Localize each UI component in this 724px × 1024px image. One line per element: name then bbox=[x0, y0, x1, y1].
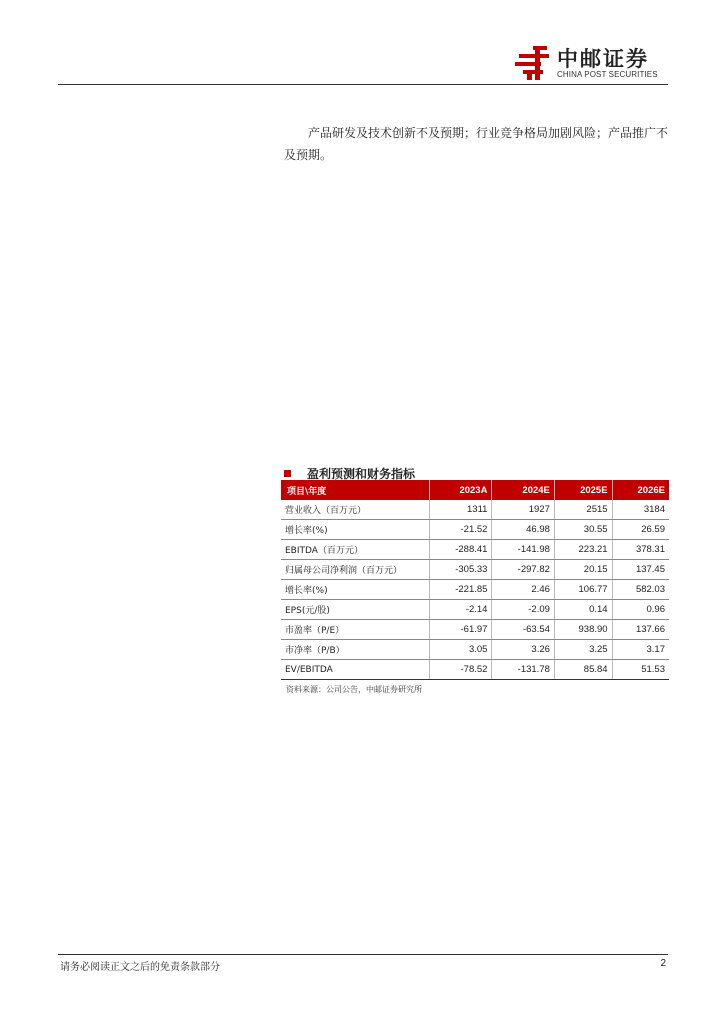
table-cell: 2.46 bbox=[492, 580, 554, 600]
table-row bbox=[281, 580, 669, 600]
table-cell: 26.59 bbox=[612, 520, 669, 540]
table-cell: 营业收入（百万元） bbox=[281, 500, 430, 520]
table-cell: 归属母公司净利润（百万元） bbox=[281, 560, 430, 580]
table-row bbox=[281, 520, 669, 540]
section-bullet-icon bbox=[284, 470, 291, 477]
table-cell: 0.14 bbox=[554, 600, 612, 620]
table-cell: 582.03 bbox=[612, 580, 669, 600]
table-cell: -305.33 bbox=[430, 560, 492, 580]
logo-english-name: CHINA POST SECURITIES bbox=[557, 70, 658, 79]
table-cell: -2.09 bbox=[492, 600, 554, 620]
table-cell: EV/EBITDA bbox=[281, 660, 430, 680]
table-cell: -131.78 bbox=[492, 660, 554, 680]
table-header-row bbox=[281, 480, 669, 500]
table-row bbox=[281, 540, 669, 560]
disclaimer-note: 请务必阅读正文之后的免责条款部分 bbox=[60, 962, 220, 973]
table-cell: 137.66 bbox=[612, 620, 669, 640]
table-cell: EPS(元/股) bbox=[281, 600, 430, 620]
table-cell: 51.53 bbox=[612, 660, 669, 680]
table-row bbox=[281, 600, 669, 620]
table-cell: 30.55 bbox=[554, 520, 612, 540]
table-header-cell: 2026E bbox=[612, 480, 669, 500]
table-cell: 1311 bbox=[430, 500, 492, 520]
table-cell: 市净率（P/B） bbox=[281, 640, 430, 660]
table-row bbox=[281, 620, 669, 640]
table-cell: -221.85 bbox=[430, 580, 492, 600]
table-cell: 106.77 bbox=[554, 580, 612, 600]
table-cell: 增长率(%) bbox=[281, 580, 430, 600]
table-cell: 市盈率（P/E） bbox=[281, 620, 430, 640]
table-cell: 46.98 bbox=[492, 520, 554, 540]
table-row bbox=[281, 560, 669, 580]
table-cell: -61.97 bbox=[430, 620, 492, 640]
table-cell: -141.98 bbox=[492, 540, 554, 560]
table-cell: 3184 bbox=[612, 500, 669, 520]
table-cell: -63.54 bbox=[492, 620, 554, 640]
table-cell: 85.84 bbox=[554, 660, 612, 680]
table-cell: 137.45 bbox=[612, 560, 669, 580]
table-row bbox=[281, 500, 669, 520]
table-header-cell: 2025E bbox=[554, 480, 612, 500]
section-title-text: 盈利预测和财务指标 bbox=[307, 466, 416, 481]
table-cell: EBITDA（百万元） bbox=[281, 540, 430, 560]
table-cell: -288.41 bbox=[430, 540, 492, 560]
table-cell: 223.21 bbox=[554, 540, 612, 560]
table-row bbox=[281, 660, 669, 680]
table-cell: 增长率(%) bbox=[281, 520, 430, 540]
table-cell: 3.17 bbox=[612, 640, 669, 660]
table-cell: -21.52 bbox=[430, 520, 492, 540]
table-cell: 938.90 bbox=[554, 620, 612, 640]
header-divider bbox=[58, 84, 668, 85]
table-header-cell: 2024E bbox=[492, 480, 554, 500]
table-cell: -2.14 bbox=[430, 600, 492, 620]
table-cell: 1927 bbox=[492, 500, 554, 520]
table-cell: 0.96 bbox=[612, 600, 669, 620]
table-header-cell: 2023A bbox=[430, 480, 492, 500]
table-header-cell: 项目\年度 bbox=[281, 480, 430, 500]
table-row bbox=[281, 640, 669, 660]
table-cell: 3.05 bbox=[430, 640, 492, 660]
china-post-logo-icon bbox=[513, 43, 553, 83]
footer-divider bbox=[58, 954, 668, 955]
section-title bbox=[284, 465, 415, 481]
financial-forecast-table bbox=[281, 480, 669, 680]
table-cell: 3.25 bbox=[554, 640, 612, 660]
table-cell: 3.26 bbox=[492, 640, 554, 660]
table-source-note: 资料来源：公司公告，中邮证券研究所 bbox=[286, 685, 422, 694]
table-cell: 2515 bbox=[554, 500, 612, 520]
risk-paragraph: 产品研发及技术创新不及预期；行业竞争格局加剧风险；产品推广不及预期。 bbox=[284, 126, 669, 162]
table-cell: -78.52 bbox=[430, 660, 492, 680]
company-logo bbox=[513, 43, 673, 83]
table-cell: 20.15 bbox=[554, 560, 612, 580]
table-cell: -297.82 bbox=[492, 560, 554, 580]
logo-chinese-name: 中邮证券 bbox=[557, 47, 649, 71]
table-cell: 378.31 bbox=[612, 540, 669, 560]
page-number: 2 bbox=[660, 958, 666, 969]
